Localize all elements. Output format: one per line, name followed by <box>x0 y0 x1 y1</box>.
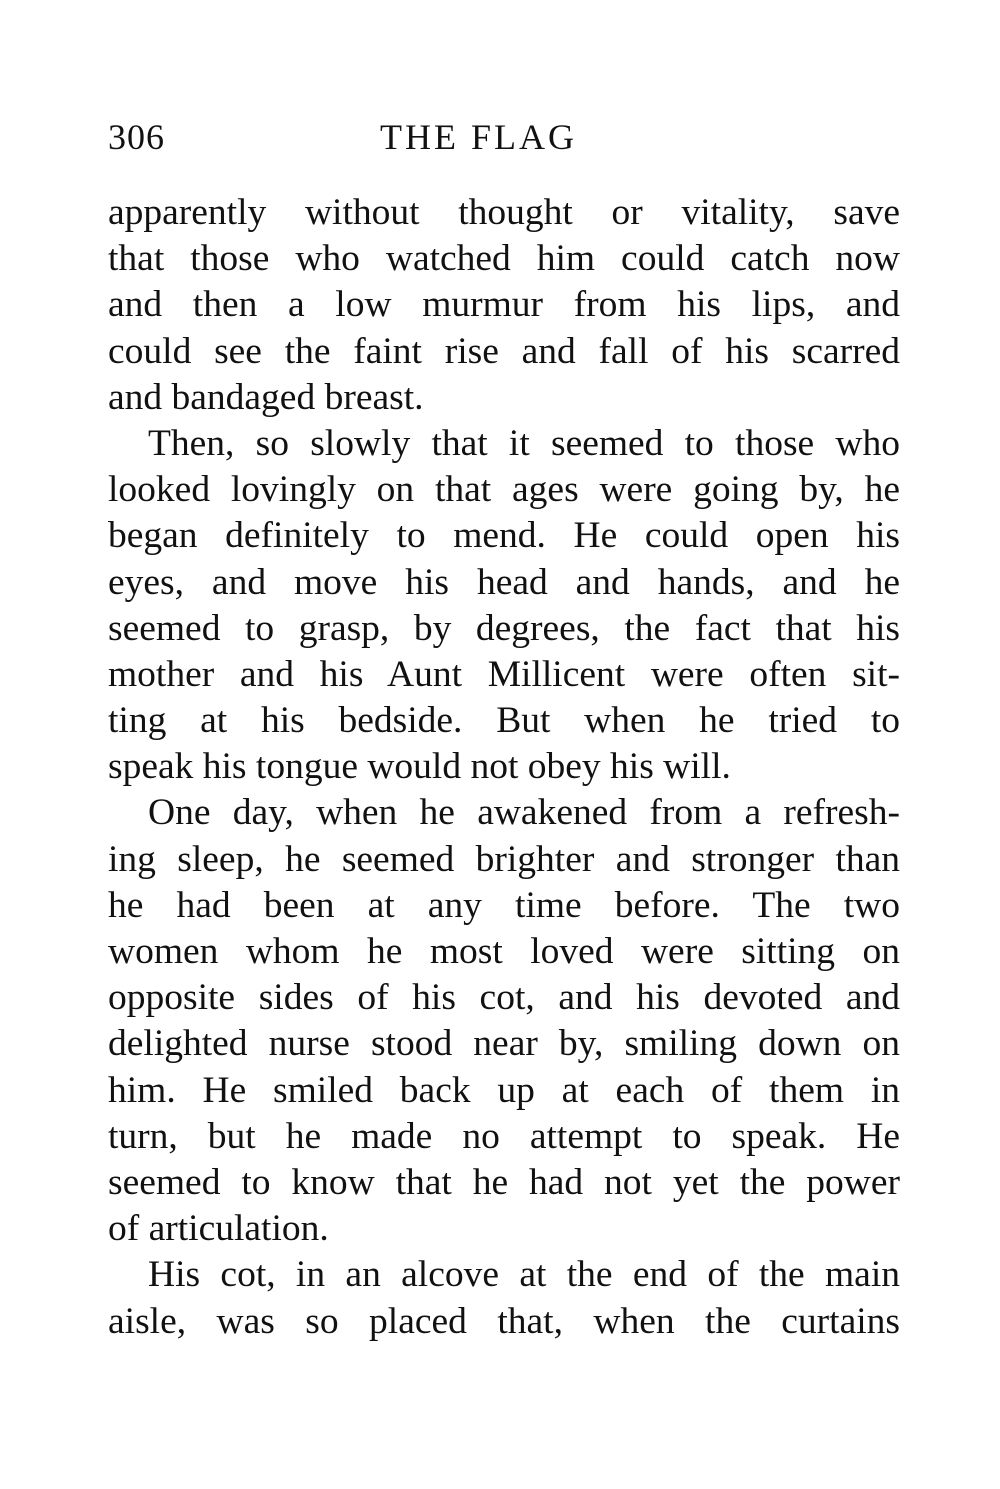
running-title: THE FLAG <box>380 117 577 157</box>
text-line: opposite sides of his cot, and his devoted and <box>108 977 900 1019</box>
text-line: turn, but he made no attempt to speak. He <box>108 1115 900 1157</box>
text-line: Then, so slowly that it seemed to those who <box>148 422 900 464</box>
running-head <box>108 112 898 162</box>
text-line: he had been at any time before. The two <box>108 884 900 926</box>
paragraph-3 <box>108 790 900 1252</box>
text-line: ting at his bedside. But when he tried to <box>108 700 900 742</box>
text-line: His cot, in an alcove at the end of the main <box>148 1254 900 1296</box>
text-line: and then a low murmur from his lips, and <box>108 284 900 326</box>
text-line: seemed to know that he had not yet the power <box>108 1161 900 1203</box>
text-line: began definitely to mend. He could open his <box>108 515 900 557</box>
text-line: speak his tongue would not obey his will. <box>108 746 731 788</box>
body-text <box>108 190 900 1345</box>
text-line: and bandaged breast. <box>108 376 424 418</box>
text-line: looked lovingly on that ages were going by, he <box>108 469 900 511</box>
text-line: One day, when he awakened from a refresh- <box>148 792 900 834</box>
page-number: 306 <box>108 117 165 157</box>
text-line: him. He smiled back up at each of them in <box>108 1069 900 1111</box>
text-line: that those who watched him could catch now <box>108 238 900 280</box>
text-line: women whom he most loved were sitting on <box>108 931 900 972</box>
paragraph-1 <box>108 190 900 421</box>
text-line: delighted nurse stood near by, smiling down on <box>108 1023 900 1065</box>
paragraph-2 <box>108 421 900 791</box>
text-line: could see the faint rise and fall of his scarred <box>108 330 900 372</box>
text-line: aisle, was so placed that, when the curtains <box>108 1300 900 1342</box>
text-line: seemed to grasp, by degrees, the fact that his <box>108 607 900 649</box>
text-line: apparently without thought or vitality, save <box>108 192 900 233</box>
paragraph-4 <box>108 1252 900 1344</box>
text-line: of articulation. <box>108 1208 329 1250</box>
text-line: eyes, and move his head and hands, and he <box>108 561 900 603</box>
text-line: ing sleep, he seemed brighter and stronger than <box>108 838 900 880</box>
text-line: mother and his Aunt Millicent were often sit- <box>108 653 900 695</box>
